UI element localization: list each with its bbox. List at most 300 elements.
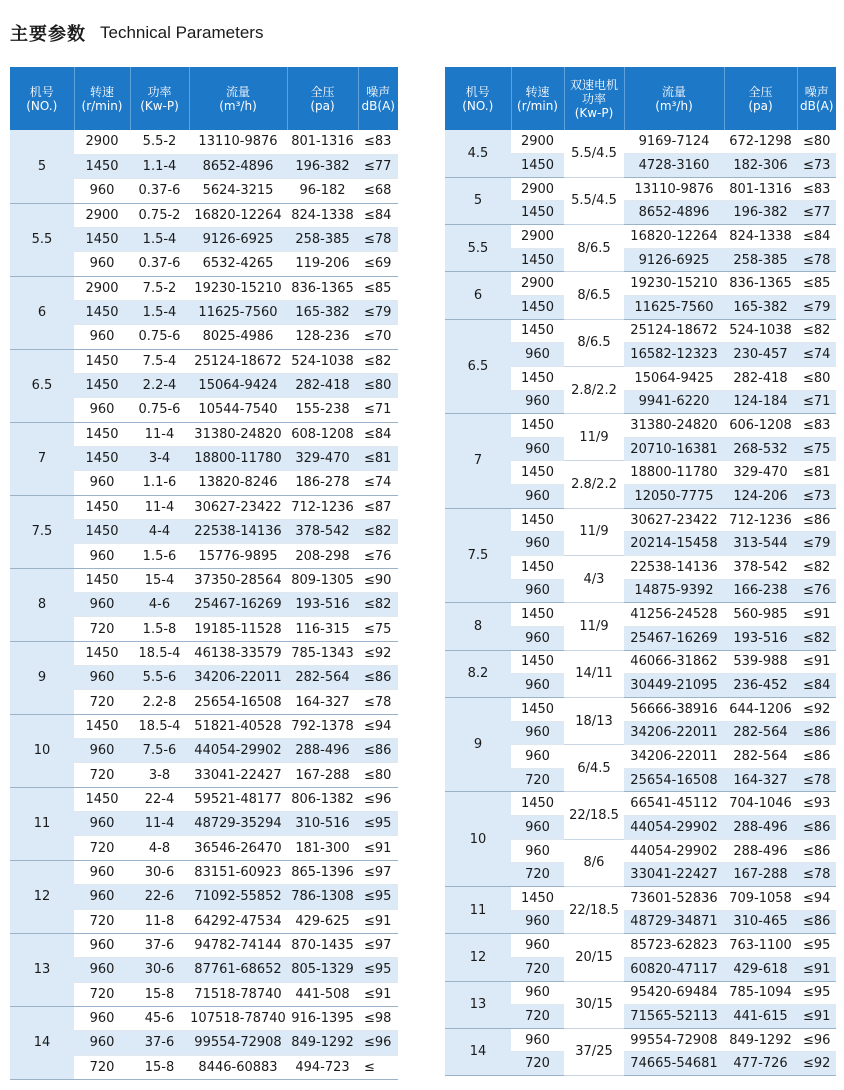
flow-cell: 9126-6925 — [189, 227, 287, 251]
noise-cell: ≤95 — [358, 958, 398, 982]
column-header-cn: 功率 — [147, 84, 172, 99]
pressure-cell: 709-1058 — [724, 887, 797, 911]
pressure-cell: 193-516 — [287, 593, 358, 617]
noise-cell: ≤74 — [797, 343, 836, 367]
speed-cell: 1450 — [74, 422, 130, 446]
noise-cell: ≤95 — [358, 885, 398, 909]
pressure-cell: 441-615 — [724, 1005, 797, 1029]
pressure-cell: 193-516 — [724, 626, 797, 650]
table-row — [445, 130, 836, 154]
pressure-cell: 524-1038 — [724, 319, 797, 343]
speed-cell: 1450 — [511, 248, 564, 272]
flow-cell: 37350-28564 — [189, 568, 287, 592]
column-header — [564, 67, 624, 130]
flow-cell: 44054-29902 — [624, 816, 724, 840]
power-cell: 3-4 — [130, 446, 189, 470]
model-number-cell: 10 — [10, 714, 74, 787]
flow-cell: 10544-7540 — [189, 398, 287, 422]
column-header-cn: 全压 — [310, 84, 335, 99]
flow-cell: 71565-52113 — [624, 1005, 724, 1029]
model-number-cell: 11 — [445, 887, 511, 934]
noise-cell: ≤95 — [797, 981, 836, 1005]
pressure-cell: 268-532 — [724, 437, 797, 461]
pressure-cell: 763-1100 — [724, 934, 797, 958]
pressure-cell: 165-382 — [724, 295, 797, 319]
flow-cell: 8652-4896 — [624, 201, 724, 225]
flow-cell: 44054-29902 — [189, 739, 287, 763]
column-header — [130, 67, 189, 130]
model-number-cell: 9 — [445, 697, 511, 792]
pressure-cell: 606-1208 — [724, 414, 797, 438]
table-row — [10, 422, 398, 446]
speed-cell: 1450 — [511, 201, 564, 225]
column-header — [624, 67, 724, 130]
speed-cell: 720 — [74, 617, 130, 641]
table-row — [445, 792, 836, 816]
power-cell: 7.5-4 — [130, 349, 189, 373]
speed-cell: 960 — [511, 579, 564, 603]
flow-cell: 18800-11780 — [624, 461, 724, 485]
power-cell: 11-4 — [130, 812, 189, 836]
pressure-cell: 196-382 — [287, 154, 358, 178]
flow-cell: 34206-22011 — [624, 721, 724, 745]
noise-cell: ≤84 — [797, 674, 836, 698]
noise-cell: ≤77 — [358, 154, 398, 178]
speed-cell: 960 — [74, 666, 130, 690]
noise-cell: ≤94 — [358, 714, 398, 738]
power-cell: 1.5-4 — [130, 300, 189, 324]
column-header-en: dB(A) — [800, 98, 834, 113]
power-cell: 5.5-6 — [130, 666, 189, 690]
column-header-cn: 流量 — [661, 84, 686, 99]
flow-cell: 13820-8246 — [189, 471, 287, 495]
flow-cell: 33041-22427 — [624, 863, 724, 887]
speed-cell: 960 — [511, 934, 564, 958]
noise-cell: ≤83 — [358, 130, 398, 154]
noise-cell: ≤91 — [797, 957, 836, 981]
model-number-cell: 8 — [445, 603, 511, 650]
noise-cell: ≤86 — [358, 739, 398, 763]
two-speed-power-cell: 8/6.5 — [564, 225, 624, 272]
model-number-cell: 11 — [10, 787, 74, 860]
noise-cell: ≤86 — [797, 816, 836, 840]
noise-cell: ≤84 — [797, 225, 836, 249]
column-header-cn: 噪声 — [804, 84, 829, 99]
speed-cell: 960 — [511, 674, 564, 698]
pressure-cell: 801-1316 — [287, 130, 358, 154]
table-row — [10, 933, 398, 957]
noise-cell: ≤75 — [797, 437, 836, 461]
flow-cell: 16820-12264 — [624, 225, 724, 249]
column-header-en: (r/min) — [517, 98, 558, 113]
speed-cell: 2900 — [74, 276, 130, 300]
speed-cell: 960 — [74, 179, 130, 203]
speed-cell: 720 — [74, 763, 130, 787]
model-number-cell: 6 — [445, 272, 511, 319]
two-speed-power-cell: 11/9 — [564, 603, 624, 650]
speed-cell: 960 — [74, 1006, 130, 1030]
two-speed-power-cell: 22/18.5 — [564, 887, 624, 934]
speed-cell: 960 — [74, 885, 130, 909]
noise-cell: ≤94 — [797, 887, 836, 911]
noise-cell: ≤78 — [797, 248, 836, 272]
speed-cell: 1450 — [74, 714, 130, 738]
pressure-cell: 786-1308 — [287, 885, 358, 909]
power-cell: 11-4 — [130, 495, 189, 519]
model-number-cell: 5 — [445, 177, 511, 224]
speed-cell: 1450 — [74, 227, 130, 251]
flow-cell: 46138-33579 — [189, 641, 287, 665]
noise-cell: ≤86 — [797, 745, 836, 769]
two-speed-power-cell: 8/6 — [564, 839, 624, 886]
noise-cell: ≤86 — [797, 721, 836, 745]
noise-cell: ≤93 — [797, 792, 836, 816]
speed-cell: 960 — [511, 816, 564, 840]
flow-cell: 15776-9895 — [189, 544, 287, 568]
flow-cell: 25124-18672 — [624, 319, 724, 343]
speed-cell: 960 — [74, 471, 130, 495]
pressure-cell: 182-306 — [724, 154, 797, 178]
table-row — [445, 1028, 836, 1052]
pressure-cell: 712-1236 — [287, 495, 358, 519]
pressure-cell: 378-542 — [724, 556, 797, 580]
noise-cell: ≤91 — [797, 1005, 836, 1029]
speed-cell: 960 — [74, 544, 130, 568]
speed-cell: 960 — [74, 958, 130, 982]
noise-cell: ≤82 — [358, 349, 398, 373]
column-header-en: (pa) — [310, 98, 335, 113]
pressure-cell: 155-238 — [287, 398, 358, 422]
column-header-en: (m³/h) — [655, 98, 693, 113]
pressure-cell: 704-1046 — [724, 792, 797, 816]
pressure-cell: 712-1236 — [724, 508, 797, 532]
speed-cell: 1450 — [511, 887, 564, 911]
power-cell: 18.5-4 — [130, 641, 189, 665]
flow-cell: 94782-74144 — [189, 933, 287, 957]
speed-cell: 960 — [74, 1031, 130, 1055]
speed-cell: 1450 — [511, 508, 564, 532]
table-row — [445, 177, 836, 201]
noise-cell: ≤97 — [358, 933, 398, 957]
pressure-cell: 672-1298 — [724, 130, 797, 154]
two-speed-power-cell: 8/6.5 — [564, 272, 624, 319]
flow-cell: 30449-21095 — [624, 674, 724, 698]
table-row — [445, 603, 836, 627]
column-header-en: dB(A) — [361, 98, 395, 113]
model-number-cell: 14 — [445, 1028, 511, 1075]
speed-cell: 960 — [511, 485, 564, 509]
speed-cell: 960 — [511, 910, 564, 934]
pressure-cell: 441-508 — [287, 982, 358, 1006]
flow-cell: 87761-68652 — [189, 958, 287, 982]
noise-cell: ≤79 — [797, 532, 836, 556]
model-number-cell: 7.5 — [445, 508, 511, 603]
noise-cell: ≤91 — [358, 982, 398, 1006]
pressure-cell: 128-236 — [287, 325, 358, 349]
table-row — [445, 225, 836, 249]
pressure-cell: 124-206 — [724, 485, 797, 509]
flow-cell: 34206-22011 — [189, 666, 287, 690]
speed-cell: 720 — [74, 836, 130, 860]
power-cell: 1.5-8 — [130, 617, 189, 641]
flow-cell: 34206-22011 — [624, 745, 724, 769]
power-cell: 22-6 — [130, 885, 189, 909]
noise-cell: ≤68 — [358, 179, 398, 203]
pressure-cell: 164-327 — [287, 690, 358, 714]
speed-cell: 2900 — [74, 130, 130, 154]
speed-cell: 720 — [74, 909, 130, 933]
speed-cell: 1450 — [511, 556, 564, 580]
pressure-cell: 313-544 — [724, 532, 797, 556]
speed-cell: 960 — [74, 933, 130, 957]
speed-cell: 960 — [74, 252, 130, 276]
flow-cell: 66541-45112 — [624, 792, 724, 816]
power-cell: 0.75-6 — [130, 398, 189, 422]
table-row — [10, 860, 398, 884]
pressure-cell: 282-564 — [724, 721, 797, 745]
speed-cell: 720 — [511, 1005, 564, 1029]
speed-cell: 2900 — [511, 177, 564, 201]
flow-cell: 25654-16508 — [189, 690, 287, 714]
title-chinese: 主要参数 — [10, 24, 86, 45]
flow-cell: 22538-14136 — [624, 556, 724, 580]
noise-cell: ≤71 — [797, 390, 836, 414]
speed-cell: 1450 — [511, 650, 564, 674]
flow-cell: 25467-16269 — [189, 593, 287, 617]
pressure-cell: 288-496 — [724, 816, 797, 840]
model-number-cell: 12 — [10, 860, 74, 933]
flow-cell: 8652-4896 — [189, 154, 287, 178]
column-header-cn: 转速 — [89, 84, 114, 99]
noise-cell: ≤69 — [358, 252, 398, 276]
power-cell: 4-6 — [130, 593, 189, 617]
speed-cell: 960 — [74, 739, 130, 763]
pressure-cell: 477-726 — [724, 1052, 797, 1076]
flow-cell: 99554-72908 — [624, 1028, 724, 1052]
pressure-cell: 258-385 — [724, 248, 797, 272]
flow-cell: 8446-60883 — [189, 1055, 287, 1079]
pressure-cell: 870-1435 — [287, 933, 358, 957]
pressure-cell: 806-1382 — [287, 787, 358, 811]
pressure-cell: 282-564 — [724, 745, 797, 769]
two-speed-power-cell: 5.5/4.5 — [564, 177, 624, 224]
power-cell: 37-6 — [130, 933, 189, 957]
noise-cell: ≤74 — [358, 471, 398, 495]
noise-cell: ≤81 — [358, 446, 398, 470]
model-number-cell: 5 — [10, 130, 74, 203]
noise-cell: ≤80 — [797, 130, 836, 154]
column-header-en: (r/min) — [81, 98, 123, 113]
power-cell: 0.37-6 — [130, 179, 189, 203]
column-header-cn: 全压 — [748, 84, 773, 99]
pressure-cell: 230-457 — [724, 343, 797, 367]
pressure-cell: 196-382 — [724, 201, 797, 225]
noise-cell: ≤ — [358, 1055, 398, 1079]
table-row — [445, 697, 836, 721]
speed-cell: 1450 — [74, 568, 130, 592]
flow-cell: 48729-35294 — [189, 812, 287, 836]
speed-cell: 1450 — [74, 787, 130, 811]
flow-cell: 14875-9392 — [624, 579, 724, 603]
model-number-cell: 6.5 — [445, 319, 511, 414]
noise-cell: ≤76 — [797, 579, 836, 603]
noise-cell: ≤80 — [358, 373, 398, 397]
noise-cell: ≤87 — [358, 495, 398, 519]
pressure-cell: 186-278 — [287, 471, 358, 495]
pressure-cell: 282-564 — [287, 666, 358, 690]
pressure-cell: 429-625 — [287, 909, 358, 933]
pressure-cell: 785-1094 — [724, 981, 797, 1005]
power-cell: 0.75-6 — [130, 325, 189, 349]
column-header — [10, 67, 74, 130]
noise-cell: ≤80 — [797, 366, 836, 390]
noise-cell: ≤97 — [358, 860, 398, 884]
pressure-cell: 310-465 — [724, 910, 797, 934]
speed-cell: 1450 — [74, 641, 130, 665]
flow-cell: 74665-54681 — [624, 1052, 724, 1076]
pressure-cell: 282-418 — [287, 373, 358, 397]
table-row — [445, 934, 836, 958]
pressure-cell: 119-206 — [287, 252, 358, 276]
table-row — [10, 130, 398, 154]
column-header-cn: 流量 — [225, 84, 250, 99]
flow-cell: 60820-47117 — [624, 957, 724, 981]
speed-cell: 1450 — [74, 349, 130, 373]
flow-cell: 30627-23422 — [189, 495, 287, 519]
noise-cell: ≤78 — [358, 690, 398, 714]
two-speed-power-cell: 6/4.5 — [564, 745, 624, 792]
speed-cell: 960 — [511, 981, 564, 1005]
power-cell: 18.5-4 — [130, 714, 189, 738]
flow-cell: 31380-24820 — [189, 422, 287, 446]
table-row — [10, 495, 398, 519]
column-header-en: (Kw-P) — [574, 105, 614, 120]
flow-cell: 64292-47534 — [189, 909, 287, 933]
table-row — [445, 508, 836, 532]
flow-cell: 15064-9425 — [624, 366, 724, 390]
model-number-cell: 7 — [10, 422, 74, 495]
two-speed-power-cell: 2.8/2.2 — [564, 461, 624, 508]
speed-cell: 960 — [511, 839, 564, 863]
speed-cell: 1450 — [511, 603, 564, 627]
power-cell: 1.5-6 — [130, 544, 189, 568]
pressure-cell: 310-516 — [287, 812, 358, 836]
speed-cell: 1450 — [511, 154, 564, 178]
flow-cell: 15064-9424 — [189, 373, 287, 397]
speed-cell: 1450 — [511, 697, 564, 721]
flow-cell: 18800-11780 — [189, 446, 287, 470]
pressure-cell: 824-1338 — [287, 203, 358, 227]
power-cell: 4-4 — [130, 520, 189, 544]
speed-cell: 960 — [511, 532, 564, 556]
pressure-cell: 288-496 — [287, 739, 358, 763]
speed-cell: 2900 — [511, 130, 564, 154]
noise-cell: ≤96 — [358, 1031, 398, 1055]
two-speed-power-cell: 30/15 — [564, 981, 624, 1028]
noise-cell: ≤77 — [797, 201, 836, 225]
speed-cell: 1450 — [511, 295, 564, 319]
noise-cell: ≤90 — [358, 568, 398, 592]
power-cell: 1.5-4 — [130, 227, 189, 251]
table-row — [10, 641, 398, 665]
two-speed-power-cell: 11/9 — [564, 508, 624, 555]
power-cell: 0.75-2 — [130, 203, 189, 227]
speed-cell: 2900 — [74, 203, 130, 227]
table-row — [10, 276, 398, 300]
pressure-cell: 429-618 — [724, 957, 797, 981]
speed-cell: 960 — [74, 860, 130, 884]
power-cell: 2.2-8 — [130, 690, 189, 714]
page-title — [10, 18, 263, 48]
speed-cell: 960 — [511, 721, 564, 745]
power-cell: 1.1-4 — [130, 154, 189, 178]
column-header-cn: 转速 — [525, 84, 550, 99]
pressure-cell: 805-1329 — [287, 958, 358, 982]
speed-cell: 960 — [511, 343, 564, 367]
two-speed-power-cell: 22/18.5 — [564, 792, 624, 839]
table-row — [445, 272, 836, 296]
flow-cell: 36546-26470 — [189, 836, 287, 860]
speed-cell: 720 — [74, 690, 130, 714]
speed-cell: 1450 — [74, 300, 130, 324]
flow-cell: 85723-62823 — [624, 934, 724, 958]
model-number-cell: 5.5 — [445, 225, 511, 272]
two-speed-power-cell: 8/6.5 — [564, 319, 624, 366]
flow-cell: 99554-72908 — [189, 1031, 287, 1055]
flow-cell: 13110-9876 — [189, 130, 287, 154]
two-speed-power-cell: 4/3 — [564, 556, 624, 603]
pressure-cell: 208-298 — [287, 544, 358, 568]
pressure-cell: 288-496 — [724, 839, 797, 863]
flow-cell: 19230-15210 — [189, 276, 287, 300]
table-header-row — [445, 67, 836, 130]
noise-cell: ≤92 — [358, 641, 398, 665]
model-number-cell: 7 — [445, 414, 511, 509]
pressure-cell: 836-1365 — [287, 276, 358, 300]
flow-cell: 9941-6220 — [624, 390, 724, 414]
noise-cell: ≤95 — [797, 934, 836, 958]
flow-cell: 19230-15210 — [624, 272, 724, 296]
model-number-cell: 12 — [445, 934, 511, 981]
flow-cell: 44054-29902 — [624, 839, 724, 863]
flow-cell: 20214-15458 — [624, 532, 724, 556]
flow-cell: 31380-24820 — [624, 414, 724, 438]
speed-cell: 960 — [511, 390, 564, 414]
title-english: Technical Parameters — [100, 23, 264, 42]
speed-cell: 720 — [74, 982, 130, 1006]
model-number-cell: 5.5 — [10, 203, 74, 276]
model-number-cell: 8.2 — [445, 650, 511, 697]
power-cell: 7.5-6 — [130, 739, 189, 763]
pressure-cell: 865-1396 — [287, 860, 358, 884]
pressure-cell: 524-1038 — [287, 349, 358, 373]
pressure-cell: 258-385 — [287, 227, 358, 251]
speed-cell: 2900 — [511, 225, 564, 249]
noise-cell: ≤86 — [797, 839, 836, 863]
flow-cell: 30627-23422 — [624, 508, 724, 532]
table-row — [10, 349, 398, 373]
speed-cell: 720 — [511, 1052, 564, 1076]
noise-cell: ≤80 — [358, 763, 398, 787]
flow-cell: 95420-69484 — [624, 981, 724, 1005]
noise-cell: ≤85 — [797, 272, 836, 296]
speed-cell: 960 — [511, 1028, 564, 1052]
noise-cell: ≤95 — [358, 812, 398, 836]
pressure-cell: 181-300 — [287, 836, 358, 860]
power-cell: 30-6 — [130, 958, 189, 982]
noise-cell: ≤82 — [358, 520, 398, 544]
column-header — [358, 67, 398, 130]
